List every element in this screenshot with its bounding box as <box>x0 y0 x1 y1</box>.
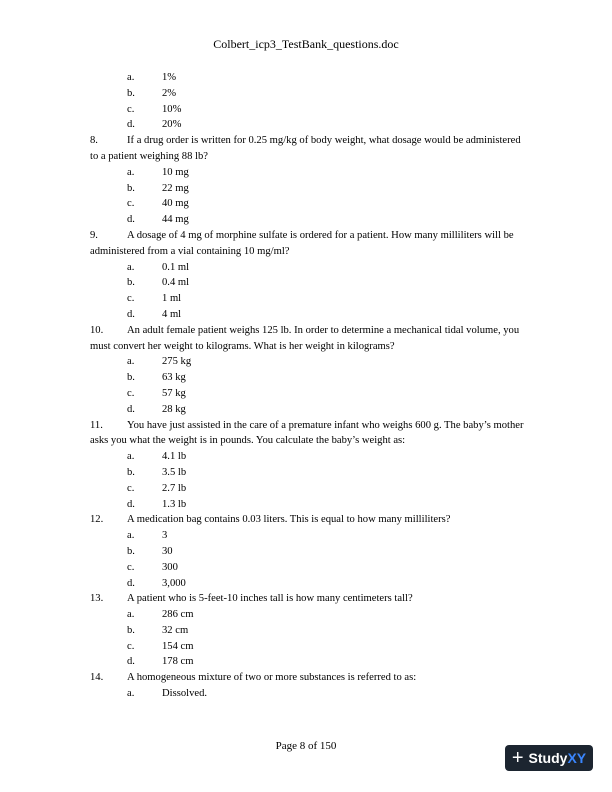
answer-option <box>90 623 530 639</box>
answer-option <box>90 402 530 418</box>
option-letter: a. <box>127 261 135 273</box>
option-text: 63 kg <box>162 372 186 384</box>
option-text: 3.5 lb <box>162 466 187 478</box>
option-text: 44 mg <box>162 214 189 226</box>
answer-option <box>90 181 530 197</box>
page-footer: Page 8 of 150 <box>275 740 337 752</box>
answer-option <box>90 386 530 402</box>
answer-option <box>90 70 530 86</box>
option-letter: d. <box>127 577 135 589</box>
question-text: A homogeneous mixture of two or more substances is referred to as: <box>127 672 417 684</box>
option-text: 178 cm <box>162 656 194 668</box>
option-text: 4.1 lb <box>162 451 187 463</box>
option-letter: b. <box>127 182 135 194</box>
option-letter: c. <box>127 293 135 305</box>
option-text: 28 kg <box>162 403 186 415</box>
option-letter: c. <box>127 103 135 115</box>
option-letter: c. <box>127 561 135 573</box>
answer-option <box>90 639 530 655</box>
option-letter: d. <box>127 498 135 510</box>
question-number: 12. <box>90 514 104 526</box>
answer-option <box>90 560 530 576</box>
option-letter: a. <box>127 451 135 463</box>
option-text: 10 mg <box>162 166 189 178</box>
option-letter: d. <box>127 214 135 226</box>
question-item <box>90 670 530 702</box>
answer-option <box>90 544 530 560</box>
option-letter: c. <box>127 198 135 210</box>
option-text: 286 cm <box>162 609 194 621</box>
badge-brand-accent: XY <box>567 750 587 766</box>
option-text: 1% <box>162 72 177 83</box>
answer-option <box>90 354 530 370</box>
option-text: 20% <box>162 119 182 131</box>
option-text: 1 ml <box>162 293 182 305</box>
answer-option <box>90 307 530 323</box>
question-item <box>90 418 530 513</box>
option-letter: a. <box>127 356 135 368</box>
option-letter: a. <box>127 166 135 178</box>
option-letter: b. <box>127 466 135 478</box>
option-text: 32 cm <box>162 624 189 636</box>
option-letter: d. <box>127 656 135 668</box>
option-letter: d. <box>127 308 135 320</box>
question-item <box>90 228 530 323</box>
answer-option <box>90 576 530 592</box>
option-text: 154 cm <box>162 640 194 652</box>
option-letter: a. <box>127 72 135 83</box>
page-header: Colbert_icp3_TestBank_questions.doc <box>213 37 399 51</box>
option-text: 57 kg <box>162 387 186 399</box>
question-list <box>90 133 530 702</box>
answer-option <box>90 686 530 702</box>
answer-option <box>90 607 530 623</box>
option-letter: a. <box>127 688 135 700</box>
question-number: 14. <box>90 672 104 684</box>
option-letter: a. <box>127 530 135 542</box>
option-letter: d. <box>127 403 135 415</box>
page-content <box>90 70 530 702</box>
question-text: An adult female patient weighs 125 lb. In order to determine a mechanical tidal volume, you must convert her weight to kilograms. What is her weight in kilograms? <box>90 324 520 352</box>
answer-option <box>90 654 530 670</box>
answer-option <box>90 102 530 118</box>
option-letter: b. <box>127 624 135 636</box>
option-letter: d. <box>127 119 135 131</box>
option-text: Dissolved. <box>162 688 208 700</box>
answer-option <box>90 117 530 133</box>
answer-option <box>90 165 530 181</box>
option-letter: b. <box>127 87 135 99</box>
answer-option <box>90 196 530 212</box>
option-letter: b. <box>127 372 135 384</box>
option-text: 30 <box>162 545 173 557</box>
option-text: 3,000 <box>162 577 186 589</box>
option-text: 3 <box>162 530 168 542</box>
question-item <box>90 591 530 670</box>
answer-option <box>90 449 530 465</box>
option-text: 275 kg <box>162 356 192 368</box>
answer-option <box>90 481 530 497</box>
answer-option <box>90 260 530 276</box>
option-text: 10% <box>162 103 182 115</box>
question-text: You have just assisted in the care of a premature infant who weighs 600 g. The baby’s mother asks you what the weight is in pounds. You calculate the baby’s weight as: <box>90 419 524 447</box>
answer-option <box>90 86 530 102</box>
option-letter: c. <box>127 640 135 652</box>
option-text: 0.1 ml <box>162 261 190 273</box>
answer-option <box>90 291 530 307</box>
plus-icon: + <box>511 747 524 769</box>
answer-option <box>90 497 530 513</box>
option-text: 22 mg <box>162 182 189 194</box>
leading-options <box>90 70 530 133</box>
question-item <box>90 323 530 418</box>
question-item <box>90 133 530 228</box>
option-letter: b. <box>127 277 135 289</box>
option-letter: b. <box>127 545 135 557</box>
option-letter: c. <box>127 482 135 494</box>
option-text: 300 <box>162 561 178 573</box>
answer-option <box>90 465 530 481</box>
question-item <box>90 512 530 591</box>
studyxy-badge[interactable] <box>505 745 593 771</box>
option-text: 2% <box>162 87 177 99</box>
answer-option <box>90 212 530 228</box>
question-text: A medication bag contains 0.03 liters. This is equal to how many milliliters? <box>127 514 451 526</box>
option-text: 2.7 lb <box>162 482 187 494</box>
answer-option <box>90 370 530 386</box>
option-letter: c. <box>127 387 135 399</box>
question-text: A dosage of 4 mg of morphine sulfate is ordered for a patient. How many milliliters will be administered from a vial containing 10 mg/ml? <box>90 229 514 257</box>
option-text: 4 ml <box>162 308 182 320</box>
question-number: 13. <box>90 593 104 605</box>
question-number: 9. <box>90 229 98 241</box>
badge-brand: Study <box>528 750 568 766</box>
answer-option <box>90 275 530 291</box>
answer-option <box>90 528 530 544</box>
option-text: 0.4 ml <box>162 277 190 289</box>
question-number: 10. <box>90 324 104 336</box>
question-number: 11. <box>90 419 103 431</box>
option-text: 40 mg <box>162 198 189 210</box>
question-text: A patient who is 5-feet-10 inches tall is how many centimeters tall? <box>127 593 413 605</box>
option-letter: a. <box>127 609 135 621</box>
option-text: 1.3 lb <box>162 498 187 510</box>
question-number: 8. <box>90 135 98 147</box>
question-text: If a drug order is written for 0.25 mg/kg of body weight, what dosage would be administered to a patient weighing 88 lb? <box>90 135 521 162</box>
